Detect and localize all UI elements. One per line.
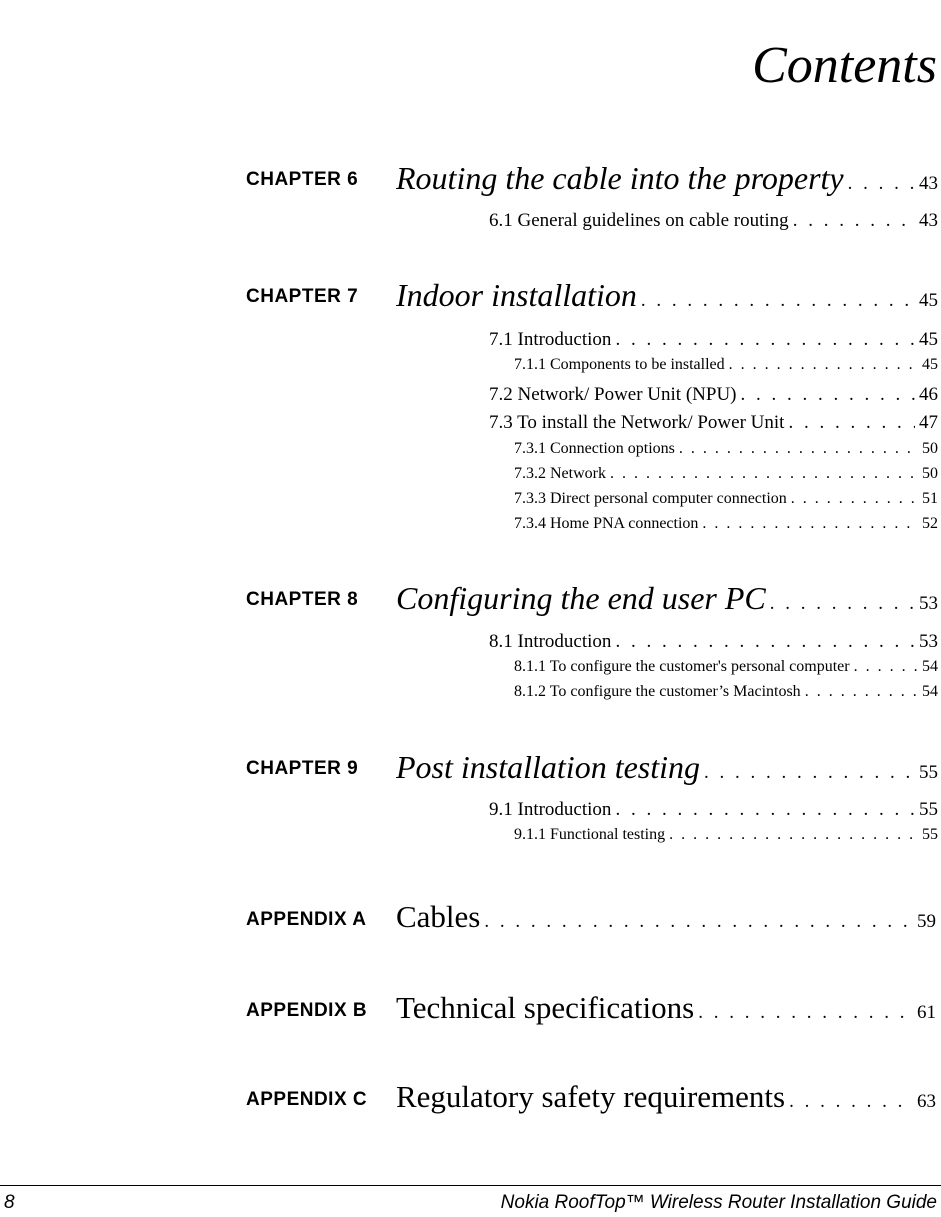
toc-entry-title: 7.3.3 Direct personal computer connection (514, 490, 787, 507)
toc-entry-7-3-3[interactable] (514, 490, 938, 508)
toc-entry-title: Technical specifications (396, 990, 695, 1025)
toc-entry-title: 9.1 Introduction (489, 799, 612, 820)
toc-entry-9-1[interactable] (489, 799, 938, 821)
toc-entry-7-3-2[interactable] (514, 465, 938, 483)
toc-entry-title: Regulatory safety requirements (396, 1079, 786, 1114)
toc-entry-chapter-7[interactable] (396, 277, 938, 314)
toc-entry-8-1[interactable] (489, 631, 938, 653)
chapter-9-label: CHAPTER 9 (246, 758, 359, 779)
leader-dots (611, 799, 915, 821)
toc-page-number: 45 (922, 356, 938, 373)
appendix-b-label: APPENDIX B (246, 1000, 368, 1021)
toc-entry-6-1[interactable] (489, 210, 938, 232)
toc-entry-title: 7.3.2 Network (514, 465, 606, 482)
toc-entry-title: Cables (396, 899, 481, 934)
leader-dots (784, 412, 915, 434)
toc-page-number: 43 (919, 210, 938, 231)
toc-entry-7-3-4[interactable] (514, 515, 938, 533)
toc-entry-title: Post installation testing (396, 749, 701, 785)
toc-page-number: 50 (922, 465, 938, 482)
toc-entry-chapter-6[interactable] (396, 160, 938, 197)
leader-dots (611, 631, 915, 653)
toc-entry-7-2[interactable] (489, 384, 938, 406)
toc-page-number: 52 (922, 515, 938, 532)
leader-dots (700, 762, 915, 784)
appendix-c-label: APPENDIX C (246, 1089, 368, 1110)
toc-entry-title: 7.3.1 Connection options (514, 440, 675, 457)
chapter-7-label: CHAPTER 7 (246, 286, 359, 307)
leader-dots (606, 465, 918, 483)
leader-dots (698, 515, 918, 533)
toc-entry-8-1-2[interactable] (514, 683, 938, 701)
toc-page-number: 53 (919, 631, 938, 652)
toc-entry-appendix-c[interactable] (396, 1079, 936, 1115)
toc-entry-title: Configuring the end user PC (396, 580, 766, 616)
toc-page-number: 59 (917, 911, 936, 932)
toc-page-number: 50 (922, 440, 938, 457)
toc-page-number: 61 (917, 1002, 936, 1023)
appendix-a-label: APPENDIX A (246, 909, 367, 930)
toc-entry-title: 9.1.1 Functional testing (514, 826, 666, 843)
toc-entry-8-1-1[interactable] (514, 658, 938, 676)
toc-page-number: 45 (919, 290, 938, 311)
chapter-6-label: CHAPTER 6 (246, 169, 359, 190)
toc-page-number: 43 (919, 173, 938, 194)
leader-dots (785, 1091, 913, 1113)
toc-entry-title: 7.1.1 Components to be installed (514, 356, 725, 373)
toc-entry-7-3[interactable] (489, 412, 938, 434)
toc-entry-title: 7.3.4 Home PNA connection (514, 515, 699, 532)
toc-entry-title: Routing the cable into the property (396, 160, 844, 196)
leader-dots (665, 826, 918, 844)
toc-entry-title: 7.2 Network/ Power Unit (NPU) (489, 384, 737, 405)
toc-page-number: 55 (922, 826, 938, 843)
leader-dots (789, 210, 915, 232)
toc-entry-title: 8.1.2 To configure the customer’s Macintosh (514, 683, 801, 700)
toc-entry-title: 7.3 To install the Network/ Power Unit (489, 412, 785, 433)
leader-dots (637, 290, 915, 312)
toc-page-number: 54 (922, 683, 938, 700)
toc-entry-title: 8.1 Introduction (489, 631, 612, 652)
leader-dots (694, 1002, 913, 1024)
toc-entry-title: 6.1 General guidelines on cable routing (489, 210, 789, 231)
toc-page-number: 51 (922, 490, 938, 507)
toc-entry-appendix-b[interactable] (396, 990, 936, 1026)
toc-entry-7-1-1[interactable] (514, 356, 938, 374)
leader-dots (737, 384, 915, 406)
toc-entry-appendix-a[interactable] (396, 899, 936, 935)
footer-page-number: 8 (4, 1192, 15, 1213)
leader-dots (675, 440, 918, 458)
toc-entry-7-3-1[interactable] (514, 440, 938, 458)
footer-rule (0, 1185, 941, 1186)
toc-page-number: 53 (919, 593, 938, 614)
leader-dots (611, 329, 915, 351)
toc-entry-9-1-1[interactable] (514, 826, 938, 844)
toc-page-number: 55 (919, 762, 938, 783)
toc-page-number: 47 (919, 412, 938, 433)
leader-dots (725, 356, 918, 374)
leader-dots (480, 911, 913, 933)
toc-page-number: 45 (919, 329, 938, 350)
toc-entry-title: 7.1 Introduction (489, 329, 612, 350)
leader-dots (801, 683, 918, 701)
toc-page-number: 55 (919, 799, 938, 820)
leader-dots (766, 593, 915, 615)
toc-entry-chapter-8[interactable] (396, 580, 938, 617)
leader-dots (787, 490, 918, 508)
toc-entry-title: Indoor installation (396, 277, 637, 313)
chapter-8-label: CHAPTER 8 (246, 589, 359, 610)
toc-page-number: 63 (917, 1091, 936, 1112)
toc-entry-title: 8.1.1 To configure the customer's personal computer (514, 658, 850, 675)
toc-entry-7-1[interactable] (489, 329, 938, 351)
toc-entry-chapter-9[interactable] (396, 749, 938, 786)
toc-page-number: 46 (919, 384, 938, 405)
footer-book-title: Nokia RoofTop™ Wireless Router Installation Guide (500, 1192, 937, 1213)
toc-page-number: 54 (922, 658, 938, 675)
leader-dots (850, 658, 918, 676)
page-title: Contents (752, 37, 937, 94)
leader-dots (844, 173, 915, 195)
